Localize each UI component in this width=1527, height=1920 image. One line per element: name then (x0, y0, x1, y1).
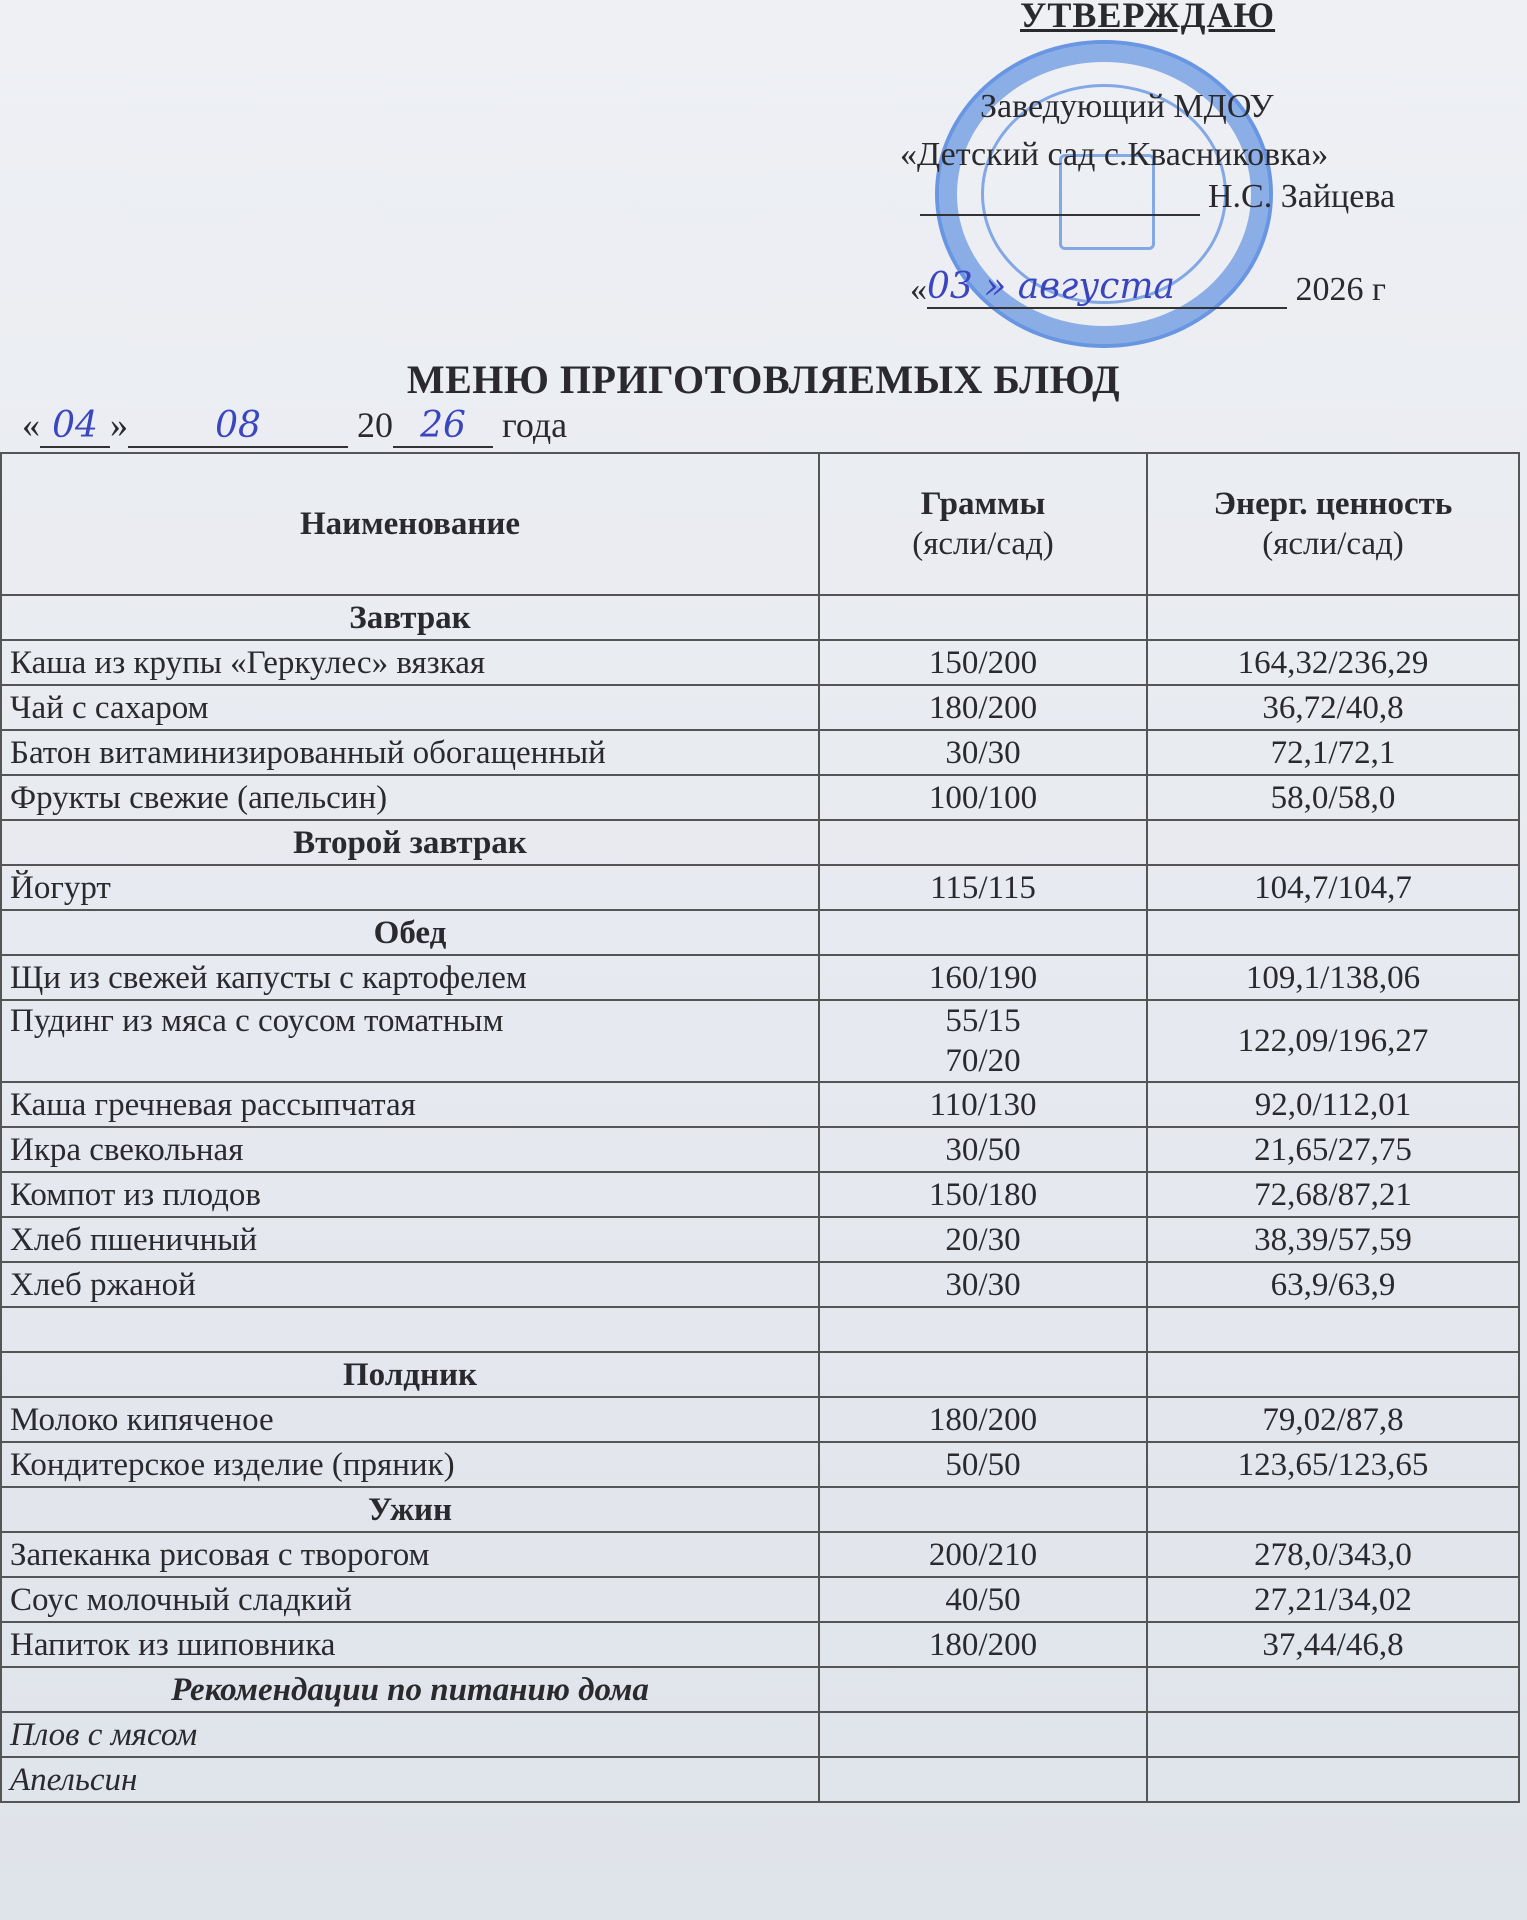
table-row (1, 1262, 1519, 1307)
table-row (1, 1397, 1519, 1442)
dish-energy: 21,65/27,75 (1147, 1127, 1519, 1172)
dish-energy: 38,39/57,59 (1147, 1217, 1519, 1262)
dish-grams: 150/200 (819, 640, 1147, 685)
approval-signature-line (920, 176, 1400, 216)
dish-grams: 115/115 (819, 865, 1147, 910)
section-lunch: Обед (1, 910, 819, 955)
dish-grams: 40/50 (819, 1577, 1147, 1622)
dish-name: Батон витаминизированный обогащенный (1, 730, 819, 775)
table-row (1, 955, 1519, 1000)
menu-date-open: « (22, 405, 40, 445)
section-home-recommendations: Рекомендации по питанию дома (1, 1667, 819, 1712)
table-row (1, 640, 1519, 685)
section-second-breakfast: Второй завтрак (1, 820, 819, 865)
table-row (1, 1757, 1519, 1802)
dish-name: Хлеб пшеничный (1, 1217, 819, 1262)
dish-energy: 278,0/343,0 (1147, 1532, 1519, 1577)
column-header-energy (1147, 453, 1519, 595)
table-row (1, 1000, 1519, 1082)
dish-energy: 72,1/72,1 (1147, 730, 1519, 775)
dish-energy: 58,0/58,0 (1147, 775, 1519, 820)
dish-grams: 50/50 (819, 1442, 1147, 1487)
home-dish-name: Плов с мясом (1, 1712, 819, 1757)
dish-name: Йогурт (1, 865, 819, 910)
approval-date-handwritten: 03 » августа (927, 266, 1175, 307)
column-header-grams-sub: (ясли/сад) (912, 526, 1054, 562)
dish-grams: 20/30 (819, 1217, 1147, 1262)
dish-energy: 164,32/236,29 (1147, 640, 1519, 685)
dish-name: Икра свекольная (1, 1127, 819, 1172)
approval-institution: «Детский сад с.Квасниковка» (900, 136, 1329, 173)
section-row (1, 1487, 1519, 1532)
section-row (1, 910, 1519, 955)
dish-name: Кондитерское изделие (пряник) (1, 1442, 819, 1487)
dish-grams: 150/180 (819, 1172, 1147, 1217)
section-row (1, 1667, 1519, 1712)
table-row (1, 1217, 1519, 1262)
menu-date-month: 08 (128, 405, 348, 448)
dish-energy: 27,21/34,02 (1147, 1577, 1519, 1622)
dish-name: Запеканка рисовая с творогом (1, 1532, 819, 1577)
dish-name: Фрукты свежие (апельсин) (1, 775, 819, 820)
dish-grams: 180/200 (819, 1397, 1147, 1442)
dish-name: Каша гречневая рассыпчатая (1, 1082, 819, 1127)
section-snack: Полдник (1, 1352, 819, 1397)
dish-name: Компот из плодов (1, 1172, 819, 1217)
dish-energy: 36,72/40,8 (1147, 685, 1519, 730)
dish-energy: 109,1/138,06 (1147, 955, 1519, 1000)
dish-energy: 122,09/196,27 (1147, 1000, 1519, 1082)
menu-date-century: 20 (357, 405, 393, 445)
table-row (1, 1082, 1519, 1127)
dish-name: Каша из крупы «Геркулес» вязкая (1, 640, 819, 685)
dish-grams-line2: 70/20 (945, 1043, 1021, 1079)
dish-energy: 123,65/123,65 (1147, 1442, 1519, 1487)
section-dinner: Ужин (1, 1487, 819, 1532)
table-row (1, 865, 1519, 910)
section-row (1, 1352, 1519, 1397)
table-row (1, 1577, 1519, 1622)
section-row (1, 820, 1519, 865)
table-row (1, 1622, 1519, 1667)
menu-table (0, 452, 1520, 1803)
dish-energy: 63,9/63,9 (1147, 1262, 1519, 1307)
menu-date-day: 04 (40, 405, 110, 448)
dish-grams: 160/190 (819, 955, 1147, 1000)
column-header-name: Наименование (1, 453, 819, 595)
dish-grams: 30/30 (819, 1262, 1147, 1307)
dish-grams: 200/210 (819, 1532, 1147, 1577)
table-row (1, 1712, 1519, 1757)
dish-grams: 100/100 (819, 775, 1147, 820)
section-breakfast: Завтрак (1, 595, 819, 640)
table-row (1, 730, 1519, 775)
column-header-grams-label: Граммы (920, 486, 1046, 522)
dish-name: Щи из свежей капусты с картофелем (1, 955, 819, 1000)
approval-date-open: « (910, 271, 927, 308)
dish-energy: 104,7/104,7 (1147, 865, 1519, 910)
menu-date (22, 404, 567, 448)
approval-signatory: Н.С. Зайцева (1208, 178, 1396, 215)
table-row (1, 775, 1519, 820)
dish-grams: 110/130 (819, 1082, 1147, 1127)
approval-date (910, 266, 1386, 309)
approval-date-year: 2026 г (1295, 271, 1386, 308)
section-row (1, 595, 1519, 640)
dish-energy: 79,02/87,8 (1147, 1397, 1519, 1442)
page-title: МЕНЮ ПРИГОТОВЛЯЕМЫХ БЛЮД (406, 357, 1121, 402)
dish-grams-line1: 55/15 (945, 1003, 1021, 1039)
menu-date-close: » (110, 405, 128, 445)
home-dish-name: Апельсин (1, 1757, 819, 1802)
menu-date-year: 26 (393, 405, 493, 448)
dish-grams: 30/30 (819, 730, 1147, 775)
table-row (1, 1532, 1519, 1577)
table-row (1, 1442, 1519, 1487)
column-header-energy-sub: (ясли/сад) (1262, 526, 1404, 562)
column-header-grams (819, 453, 1147, 595)
dish-name: Напиток из шиповника (1, 1622, 819, 1667)
dish-grams (819, 1000, 1147, 1082)
approval-block (880, 0, 1440, 350)
dish-name: Хлеб ржаной (1, 1262, 819, 1307)
dish-energy: 37,44/46,8 (1147, 1622, 1519, 1667)
table-row (1, 685, 1519, 730)
table-header-row (1, 453, 1519, 595)
menu-date-suffix: года (502, 405, 568, 445)
approval-title: УТВЕРЖДАЮ (1020, 0, 1276, 35)
dish-energy: 92,0/112,01 (1147, 1082, 1519, 1127)
dish-grams: 180/200 (819, 1622, 1147, 1667)
dish-name: Молоко кипяченое (1, 1397, 819, 1442)
dish-name: Пудинг из мяса с соусом томатным (1, 1000, 819, 1082)
dish-energy: 72,68/87,21 (1147, 1172, 1519, 1217)
dish-grams: 30/50 (819, 1127, 1147, 1172)
approval-position: Заведующий МДОУ (980, 88, 1274, 125)
signature-underline (920, 176, 1200, 216)
dish-name: Соус молочный сладкий (1, 1577, 819, 1622)
dish-grams: 180/200 (819, 685, 1147, 730)
table-row (1, 1172, 1519, 1217)
dish-name: Чай с сахаром (1, 685, 819, 730)
column-header-energy-label: Энерг. ценность (1213, 486, 1453, 522)
table-row (1, 1127, 1519, 1172)
empty-row (1, 1307, 1519, 1352)
